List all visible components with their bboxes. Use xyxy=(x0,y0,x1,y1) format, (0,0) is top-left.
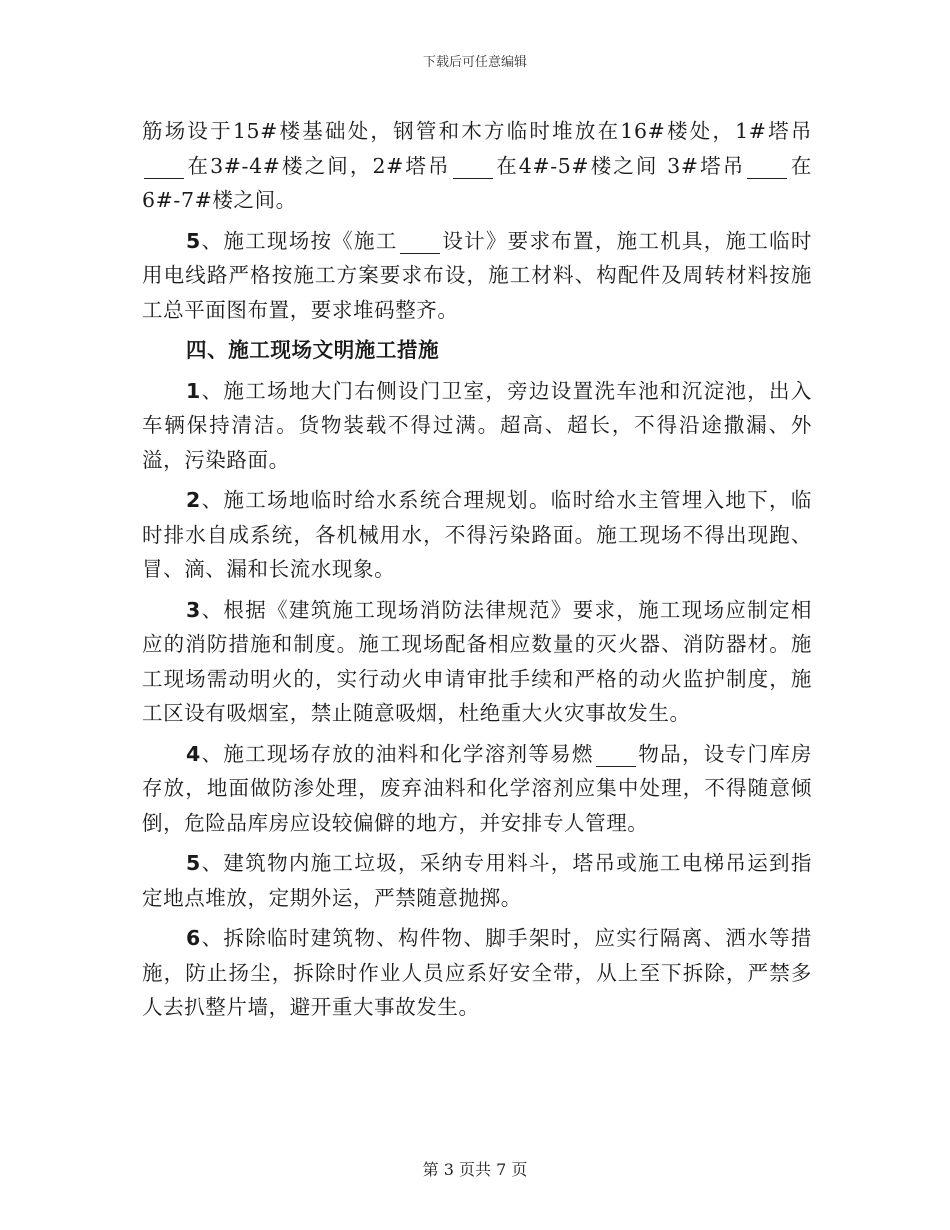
text-run: 物品，设专门库房存放，地面做防渗处理，废弃油料和化学溶剂应集中处理，不得随意倾倒，危险品库房应设较偏僻的地方，并安排专人管理。 xyxy=(142,741,812,835)
text-run: 、建筑物内施工垃圾，采纳专用料斗，塔吊或施工电梯吊运到指定地点堆放，定期外运，严禁随意抛掷。 xyxy=(142,851,812,910)
text-run: 、施工现场按《施工 xyxy=(200,228,398,253)
fill-blank xyxy=(596,744,636,767)
fill-blank xyxy=(747,156,787,179)
page-header: 下载后可任意编辑 xyxy=(422,55,527,70)
fill-blank xyxy=(400,231,440,254)
measure-5 xyxy=(142,846,812,915)
text-run: 、施工现场存放的油料和化学溶剂等易燃 xyxy=(200,741,594,766)
paragraph-5 xyxy=(142,224,812,328)
text-run: 、根据《建筑施工现场消防法律规范》要求，施工现场应制定相应的消防措施和制度。施工现场配备相应数量的灭火器、消防器材。施工现场需动明火的，实行动火申请审批手续和严格的动火监护制度，施工区设有吸烟室，禁止随意吸烟，杜绝重大火灾事故发生。 xyxy=(142,597,812,725)
item-number: 6 xyxy=(186,926,201,950)
text-run: 筋场设于15#楼基础处，钢管和木方临时堆放在16#楼处，1#塔吊 xyxy=(142,119,812,143)
paragraph-continued xyxy=(142,114,812,218)
text-run: 、施工场地大门右侧设门卫室，旁边设置洗车池和沉淀池，出入车辆保持清洁。货物装载不得过满。超高、超长，不得沿途撒漏、外溢，污染路面。 xyxy=(142,378,812,472)
fill-blank xyxy=(453,156,493,179)
text-run: 、施工场地临时给水系统合理规划。临时给水主管埋入地下，临时排水自成系统，各机械用水，不得污染路面。施工现场不得出现跑、冒、滴、漏和长流水现象。 xyxy=(142,488,812,581)
item-number: 5 xyxy=(186,851,201,875)
item-number: 3 xyxy=(186,597,201,622)
item-number: 5 xyxy=(186,228,201,253)
text-run: 、拆除临时建筑物、构件物、脚手架时，应实行隔离、洒水等措施，防止扬尘，拆除时作业人员应系好安全带，从上至下拆除，严禁多人去扒整片墙，避开重大事故发生。 xyxy=(142,926,812,1019)
measure-3 xyxy=(142,593,812,731)
text-run: 在3#-4#楼之间，2#塔吊 xyxy=(186,153,451,178)
text-run: 设计》要求布置，施工机具，施工临时用电线路严格按施工方案要求布设，施工材料、构配件及周转材料按施工总平面图布置，要求堆码整齐。 xyxy=(142,228,812,322)
item-number: 4 xyxy=(186,741,201,766)
measure-6 xyxy=(142,921,812,1025)
measure-2 xyxy=(142,483,812,587)
text-run: 在4#-5#楼之间 3#塔吊 xyxy=(494,153,746,178)
page-footer: 第 3 页共 7 页 xyxy=(422,1160,528,1179)
document-body xyxy=(142,114,812,1025)
measure-4 xyxy=(142,737,812,841)
item-number: 2 xyxy=(186,488,201,512)
text-run: 在6#-7#楼之间。 xyxy=(142,153,812,212)
fill-blank xyxy=(144,156,184,179)
section-heading: 四、施工现场文明施工措施 xyxy=(186,338,440,362)
item-number: 1 xyxy=(186,378,201,403)
measure-1 xyxy=(142,374,812,478)
